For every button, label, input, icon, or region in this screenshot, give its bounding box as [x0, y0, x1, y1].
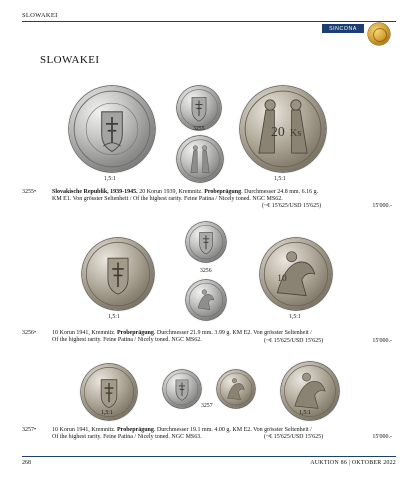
- lot-number-3255: 3255•: [22, 189, 37, 195]
- scale-label-3255-right: 1,5:1: [274, 176, 286, 182]
- footer-rule: [22, 456, 396, 457]
- plate-number-3255: 3255: [193, 126, 205, 132]
- lot-description-3257: 10 Korun 1941, Kremnitz. Probeprägung. Durchmesser 19.1 mm. 4.00 g. KM E2. Von grösster Seltenheit / Of the highest rarity. Feine Patina / Nicely toned. NGC MS63.: [52, 427, 312, 441]
- scale-label-3255-left: 1,5:1: [104, 176, 116, 182]
- estimate-3255: (~€ 15'625/USD 15'625): [262, 203, 322, 209]
- plate-number-3256: 3256: [200, 268, 212, 274]
- lot-number-3257: 3257•: [22, 427, 37, 433]
- coin-image-3256-reverse[interactable]: [260, 238, 332, 310]
- coin-image-3255-small-reverse[interactable]: [177, 136, 223, 182]
- header-rule: [22, 21, 396, 22]
- coin-image-3255-obverse[interactable]: [69, 86, 155, 172]
- lot-title-3255: Slovakische Republik, 1939-1945.: [52, 189, 138, 195]
- scale-label-3257-left: 1,5:1: [101, 410, 113, 416]
- coin-image-3256-small-obverse[interactable]: [186, 222, 226, 262]
- estimate-3257: (~€ 15'625/USD 15'625): [264, 434, 324, 440]
- lot-description-3255: Slovakische Republik, 1939-1945. 20 Korun 1939, Kremnitz. Probeprägung. Durchmesser 24.8 mm. 6.16 g. KM E1. Von grösster Seltenheit / Of the highest rarity. Feine Patina / Nicely toned. NGC MS62.: [52, 189, 319, 203]
- scale-label-3256-left: 1,5:1: [108, 314, 120, 320]
- gold-coin-logo-icon: [368, 23, 390, 45]
- svg-text:10: 10: [277, 274, 287, 285]
- estimate-3256: (~€ 15'625/USD 15'625): [264, 338, 324, 344]
- svg-text:20: 20: [270, 123, 285, 139]
- svg-text:Ks: Ks: [289, 127, 302, 139]
- plate-number-3257: 3257: [201, 403, 213, 409]
- lot-number-3256: 3256•: [22, 330, 37, 336]
- coin-image-3256-small-reverse[interactable]: [186, 280, 226, 320]
- scale-label-3257-right: 1,5:1: [299, 410, 311, 416]
- running-head: SLOWAKEI: [22, 12, 58, 19]
- price-3257: 15'000.-: [372, 434, 392, 440]
- coin-image-3257-small-obverse[interactable]: [163, 370, 201, 408]
- auction-info: AUKTION 86 | OKTOBER 2022: [310, 460, 396, 466]
- sincona-logo: SINCONA: [322, 24, 364, 33]
- coin-image-3255-reverse[interactable]: [240, 86, 326, 172]
- price-3255: 15'000.-: [372, 203, 392, 209]
- scale-label-3256-right: 1,5:1: [289, 314, 301, 320]
- coin-image-3255-small-obverse[interactable]: [177, 86, 221, 130]
- coin-image-3257-small-reverse[interactable]: [217, 370, 255, 408]
- page-number: 268: [22, 460, 31, 466]
- coin-image-3256-obverse[interactable]: [82, 238, 154, 310]
- price-3256: 15'000.-: [372, 338, 392, 344]
- section-title: SLOWAKEI: [40, 54, 100, 66]
- lot-description-3256: 10 Korun 1941, Kremnitz. Probeprägung. Durchmesser 21.9 mm. 3.99 g. KM E2. Von grösster Seltenheit / Of the highest rarity. Feine Patina / Nicely toned. NGC MS62.: [52, 330, 312, 344]
